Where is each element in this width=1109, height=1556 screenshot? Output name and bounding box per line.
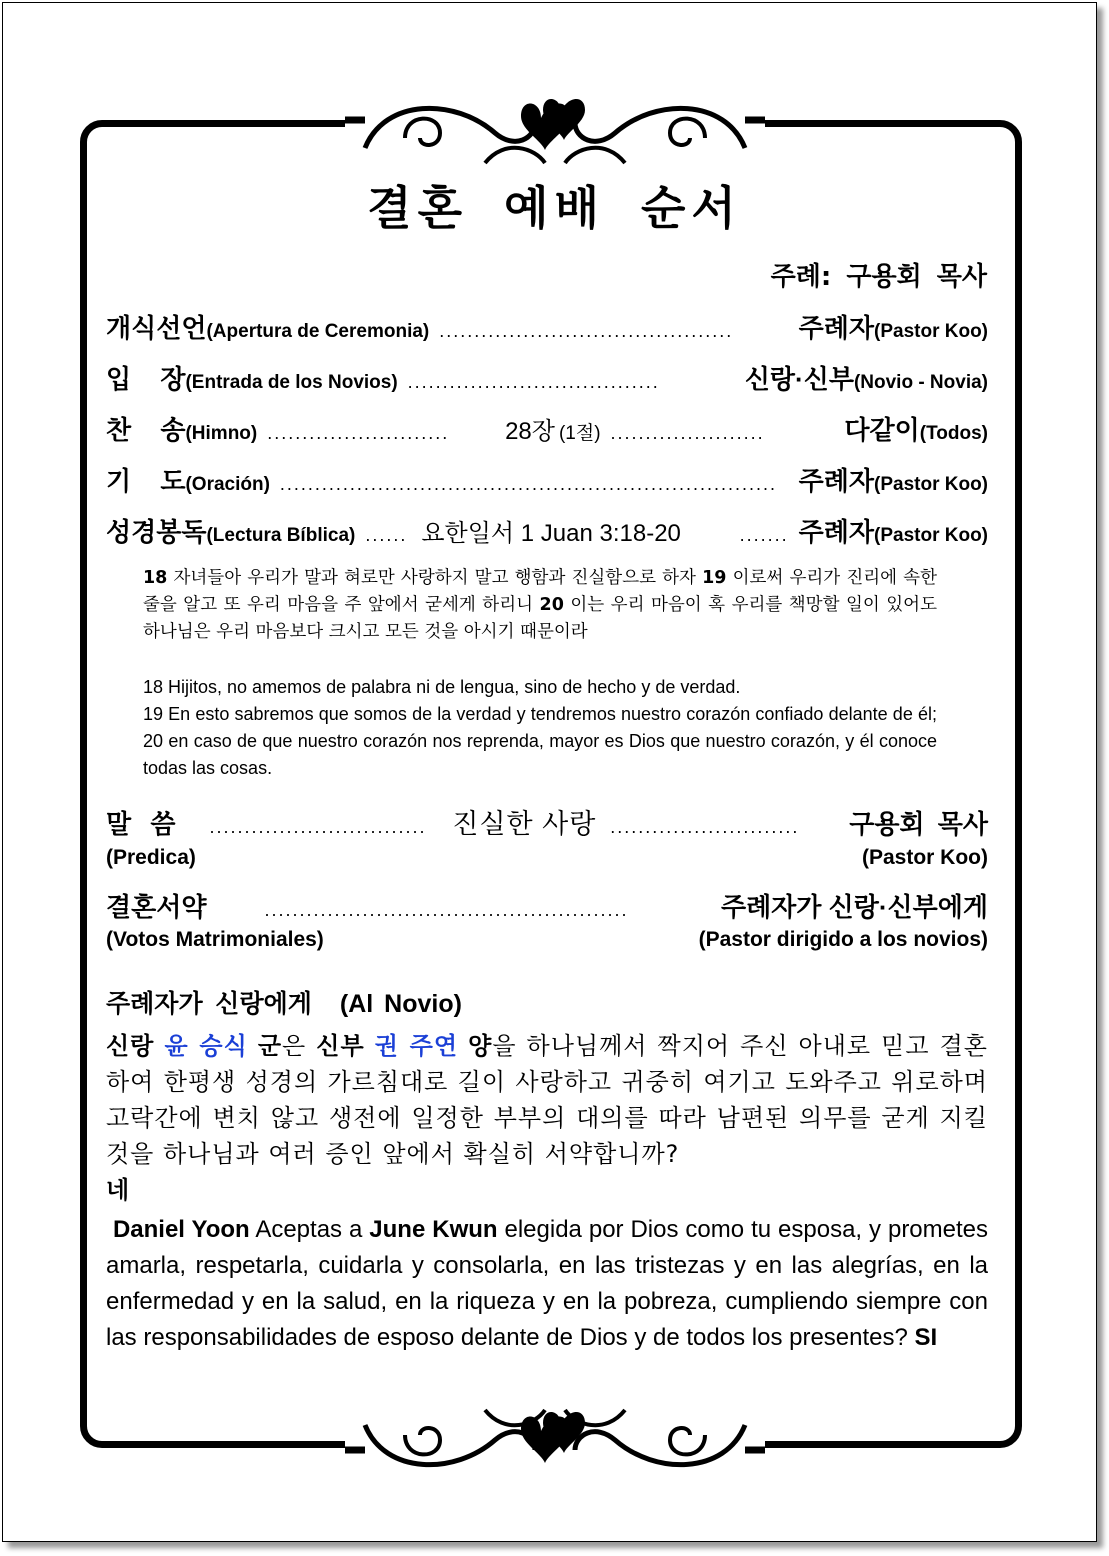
- verse-number: 18: [143, 568, 168, 588]
- vow-text: Aceptas a: [249, 1216, 370, 1243]
- item-label-ko: 기 도: [106, 466, 186, 496]
- groom-answer: 네: [106, 1176, 131, 1204]
- leader-dots: ...............................: [209, 817, 427, 837]
- vow-heading-ko: 주례자가 신랑에게: [106, 989, 312, 1018]
- item-leader-ko: 주례자: [798, 517, 874, 547]
- scripture-korean: [143, 565, 937, 646]
- leader-dots: ..........................................: [439, 321, 734, 341]
- vow-heading-es: (Al Novio): [339, 990, 462, 1018]
- page-title: 결혼 예배 순서: [367, 181, 742, 235]
- vows-label-es: (Votos Matrimoniales): [106, 928, 324, 951]
- groom-suffix: 군: [257, 1032, 283, 1060]
- korean-vow-text: [106, 1028, 988, 1208]
- item-leader-ko: 신랑·신부: [744, 364, 854, 394]
- leader-dots: ...........................: [610, 817, 800, 837]
- leader-dots: ....................................................: [264, 900, 629, 920]
- groom-name-es: Daniel Yoon: [112, 1216, 250, 1243]
- item-leader-es: (Pastor Koo): [874, 321, 988, 342]
- item-label-ko: 성경봉독: [106, 517, 207, 547]
- bride-suffix: 양: [468, 1032, 493, 1060]
- item-label-ko: 찬 송: [106, 415, 186, 445]
- sermon-topic: 진실한 사랑: [452, 809, 597, 839]
- item-label-es: (Apertura de Ceremonia): [206, 321, 430, 342]
- vow-heading: [106, 984, 462, 1020]
- item-label-es: (Oración): [185, 474, 270, 495]
- item-leader-ko: 다같이: [844, 415, 920, 445]
- groom-label: 신랑: [106, 1032, 155, 1060]
- item-leader-es: (Pastor Koo): [874, 474, 988, 495]
- groom-answer-es: SI: [914, 1324, 938, 1351]
- scripture-spanish-18: 18 Hijitos, no amemos de palabra ni de lengua, sino de hecho y de verdad.: [143, 677, 741, 697]
- verse-text: 이로써 우리가 진리에 속한 줄을 알고 또 우리 마음을 주 앞에서 굳세게 하리니: [143, 568, 937, 615]
- program-item-reading: [106, 512, 988, 549]
- bride-name: 권 주연: [374, 1032, 459, 1060]
- item-label-es: (Lectura Bíblica): [206, 525, 356, 546]
- item-label-ko: 결혼서약: [106, 892, 207, 922]
- heart-ornament-bottom-icon: [345, 1395, 765, 1495]
- hymn-verse: (1절): [558, 423, 601, 444]
- leader-dots: ......: [365, 525, 408, 545]
- program-item-vows: [106, 887, 988, 924]
- program-item-entrance: [106, 359, 988, 396]
- verse-text: 이는 우리 마음이 혹 우리를 책망할 일이 있어도 하나님은 우리 마음보다 크시고 모든 것을 아시기 때문이라: [143, 595, 937, 642]
- program-item-prayer: [106, 461, 988, 498]
- item-label-es: (Himno): [185, 423, 258, 444]
- verse-number: 20: [539, 595, 564, 615]
- item-leader-es: (Todos): [919, 423, 988, 444]
- bride-name-es: June Kwun: [369, 1216, 498, 1243]
- heart-ornament-top-icon: [345, 78, 765, 178]
- leader-dots: ..........................: [267, 423, 450, 443]
- sermon-label-es: (Predica): [106, 846, 196, 869]
- vow-text: 을 하나님께서 짝지어 주신 아내로 믿고 결혼하여 한평생 성경의 가르침대로 길이 사랑하고 귀중히 여기고 도와주고 위로하며 고락간에 변치 않고 생전에 일정한 부부의 대의를 따라 남편된 의무를 굳게 지킬 것을 하나님과 여러 증인 앞에서 확실히 서약합니까?: [106, 1032, 988, 1168]
- leader-dots: .......................................................................: [279, 474, 777, 494]
- item-label-ko: 입 장: [106, 364, 186, 394]
- verse-number: 19: [702, 568, 727, 588]
- vow-text: elegida por Dios como tu esposa, y prometes amarla, respetarla, cuidarla y consolarla, en las tristezas y en las alegrías, en la enfermedad y en la salud, en la riqueza y en la pobreza, cumpliendo siempre con las responsabilidades de esposo delante de Dios y de todos los presentes?: [106, 1216, 989, 1351]
- item-leader-ko: 주례자: [798, 466, 874, 496]
- groom-name: 윤 승식: [164, 1032, 248, 1060]
- sermon-preacher: 구용회 목사: [849, 809, 989, 839]
- item-leader-es: (Pastor Koo): [874, 525, 988, 546]
- item-label-ko: 개식선언: [106, 313, 207, 343]
- leader-dots: ....................................: [407, 372, 660, 392]
- officiant-label: 주례: 구용회 목사: [770, 262, 987, 292]
- reading-passage: 요한일서 1 Juan 3:18-20: [421, 520, 681, 547]
- spanish-vow-text: [106, 1212, 988, 1356]
- bride-label: 신부: [316, 1032, 365, 1060]
- verse-text: 자녀들아 우리가 말과 혀로만 사랑하지 말고 행함과 진실함으로 하자: [167, 568, 703, 588]
- item-label-ko: 말 씀: [106, 809, 176, 839]
- item-label-es: (Entrada de los Novios): [185, 372, 398, 393]
- vows-leader: 주례자가 신랑·신부에게: [720, 892, 988, 922]
- program-item-hymn: [106, 410, 988, 447]
- hymn-number: 28장: [505, 418, 555, 445]
- leader-dots: .......: [739, 525, 789, 545]
- leader-dots: ......................: [610, 423, 765, 443]
- program-item-sermon: [106, 802, 988, 841]
- scripture-spanish-19-20: 19 En esto sabremos que somos de la verdad y tendremos nuestro corazón confiado delante de él; 20 en caso de que nuestro corazón nos reprenda, mayor es Dios que nuestro corazón, y él conoce todas las cosas.: [143, 704, 937, 778]
- program-item-opening: [106, 308, 988, 345]
- vows-leader-es: (Pastor dirigido a los novios): [698, 928, 988, 951]
- sermon-preacher-es: (Pastor Koo): [862, 846, 988, 869]
- item-leader-es: (Novio - Novia): [853, 372, 988, 393]
- vow-text: 은: [282, 1032, 317, 1060]
- item-leader-ko: 주례자: [798, 313, 874, 343]
